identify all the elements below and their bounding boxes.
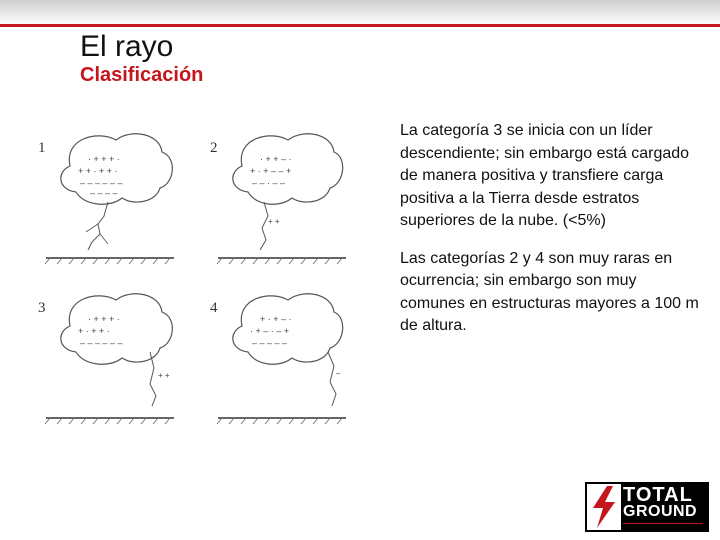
svg-text:+ +: + + bbox=[268, 217, 280, 226]
svg-text:· + + + ·: · + + + · bbox=[88, 154, 120, 164]
logo-text-total: TOTAL bbox=[623, 484, 693, 506]
panel-number-2: 2 bbox=[210, 140, 218, 156]
header-rule bbox=[0, 24, 720, 27]
svg-text:– – · – –: – – · – – bbox=[252, 178, 286, 188]
svg-text:–: – bbox=[336, 369, 341, 378]
svg-text:– – – –: – – – – bbox=[90, 188, 118, 198]
paragraph-category-3: La categoría 3 se inicia con un líder descendiente; sin embargo está cargado de manera positiva y transfiere carga positiva a la Tierra desde estratos superiores de la nube. (<5%) bbox=[400, 122, 690, 229]
panel-1 bbox=[38, 134, 174, 264]
svg-text:+ · + + ·: + · + + · bbox=[78, 326, 110, 336]
panel-number-4: 4 bbox=[210, 300, 218, 316]
total-ground-logo bbox=[585, 482, 709, 532]
panel-number-3: 3 bbox=[38, 300, 46, 316]
lightning-bolt-icon bbox=[587, 484, 621, 530]
svg-text:· + + + ·: · + + + · bbox=[88, 314, 120, 324]
svg-text:– – – – –: – – – – – bbox=[252, 338, 288, 348]
panel-number-1: 1 bbox=[38, 140, 46, 156]
svg-text:– – – – – –: – – – – – – bbox=[80, 178, 123, 188]
svg-text:+ + · + + ·: + + · + + · bbox=[78, 166, 118, 176]
logo-text-ground: GROUND bbox=[623, 503, 698, 520]
svg-text:+ · + – ·: + · + – · bbox=[260, 314, 292, 324]
lightning-categories-figure bbox=[28, 128, 348, 448]
svg-text:– – – – – –: – – – – – – bbox=[80, 338, 123, 348]
panel-2 bbox=[210, 134, 346, 264]
svg-text:· + + – ·: · + + – · bbox=[260, 154, 292, 164]
description-text bbox=[400, 120, 700, 353]
svg-text:+ +: + + bbox=[158, 371, 170, 380]
slide-title: El rayo bbox=[80, 30, 174, 63]
panel-3 bbox=[38, 294, 174, 424]
svg-text:· + – · – +: · + – · – + bbox=[250, 326, 290, 336]
panel-4 bbox=[210, 294, 346, 424]
logo-underline bbox=[623, 523, 703, 524]
slide-subtitle: Clasificación bbox=[80, 64, 204, 86]
svg-text:+ · + – – +: + · + – – + bbox=[250, 166, 292, 176]
paragraph-categories-2-4: Las categorías 2 y 4 son muy raras en ocurrencia; sin embargo son muy comunes en estructuras mayores a 100 m de altura. bbox=[400, 249, 699, 334]
